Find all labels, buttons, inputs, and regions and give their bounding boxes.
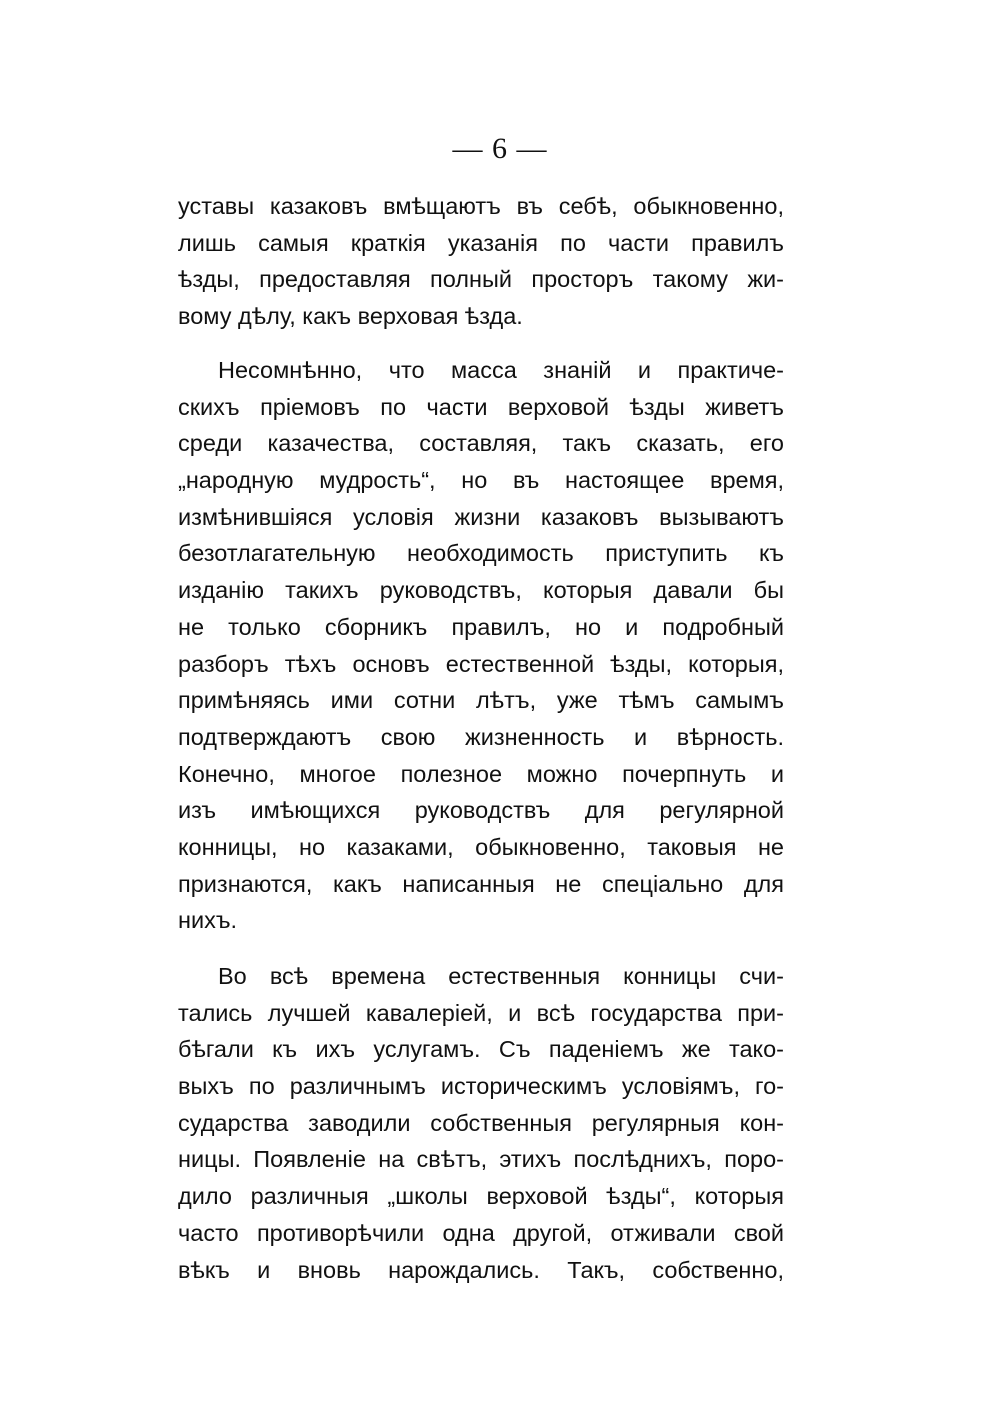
text-line: признаются, какъ написанныя не спеціально для — [178, 870, 784, 897]
text-line: тались лучшей кавалеріей, и всѣ государства при- — [178, 999, 784, 1026]
page-number: — 6 — — [452, 132, 548, 165]
text-line: изъ имѣющихся руководствъ для регулярной — [178, 797, 784, 824]
text-line: „народную мудрость“, но въ настоящее время, — [178, 467, 784, 494]
text-line: выхъ по различнымъ историческимъ условіямъ, го- — [178, 1073, 784, 1100]
paragraph-3 — [178, 958, 784, 1288]
text-line: ницы. Появленіе на свѣтъ, этихъ послѣднихъ, поро- — [178, 1146, 784, 1173]
text-line: дило различныя „школы верховой ѣзды“, которыя — [178, 1183, 784, 1210]
text-line: подтверждаютъ свою жизненность и вѣрность. — [178, 723, 784, 750]
text-line: разборъ тѣхъ основъ естественной ѣзды, которыя, — [178, 650, 784, 677]
text-line: Несомнѣнно, что масса знаній и практиче- — [218, 357, 784, 383]
text-line: среди казачества, составляя, такъ сказать, его — [178, 430, 784, 457]
text-line: Во всѣ времена естественныя конницы счи- — [218, 963, 784, 989]
text-line: бѣгали къ ихъ услугамъ. Съ паденіемъ же тако- — [178, 1036, 784, 1063]
text-line: Конечно, многое полезное можно почерпнуть и — [178, 760, 784, 787]
text-line: вѣкъ и вновь нарождались. Такъ, собственно, — [178, 1256, 784, 1283]
paragraph-2 — [178, 352, 784, 939]
text-line: измѣнившіяся условія жизни казаковъ вызываютъ — [178, 503, 784, 530]
text-line: ѣзды, предоставляя полный просторъ такому жи- — [178, 266, 784, 293]
text-line: лишь самыя краткія указанія по части правилъ — [178, 229, 784, 256]
text-line: не только сборникъ правилъ, но и подробный — [178, 613, 784, 640]
text-line: конницы, но казаками, обыкновенно, таковыя не — [178, 833, 784, 860]
text-line: изданію такихъ руководствъ, которыя давали бы — [178, 577, 784, 604]
text-line: нихъ. — [178, 907, 238, 934]
text-line: сударства заводили собственныя регулярныя кон- — [178, 1109, 784, 1136]
text-line: часто противорѣчили одна другой, отживали свой — [178, 1219, 784, 1246]
text-line: вому дѣлу, какъ верховая ѣзда. — [178, 303, 523, 330]
text-line: уставы казаковъ вмѣщаютъ въ себѣ, обыкновенно, — [178, 193, 784, 219]
text-line: примѣняясь ими сотни лѣтъ, уже тѣмъ самымъ — [178, 687, 784, 714]
text-line: скихъ пріемовъ по части верховой ѣзды живетъ — [178, 393, 784, 420]
text-line: безотлагательную необходимость приступить къ — [178, 540, 784, 567]
paragraph-1 — [178, 188, 784, 335]
